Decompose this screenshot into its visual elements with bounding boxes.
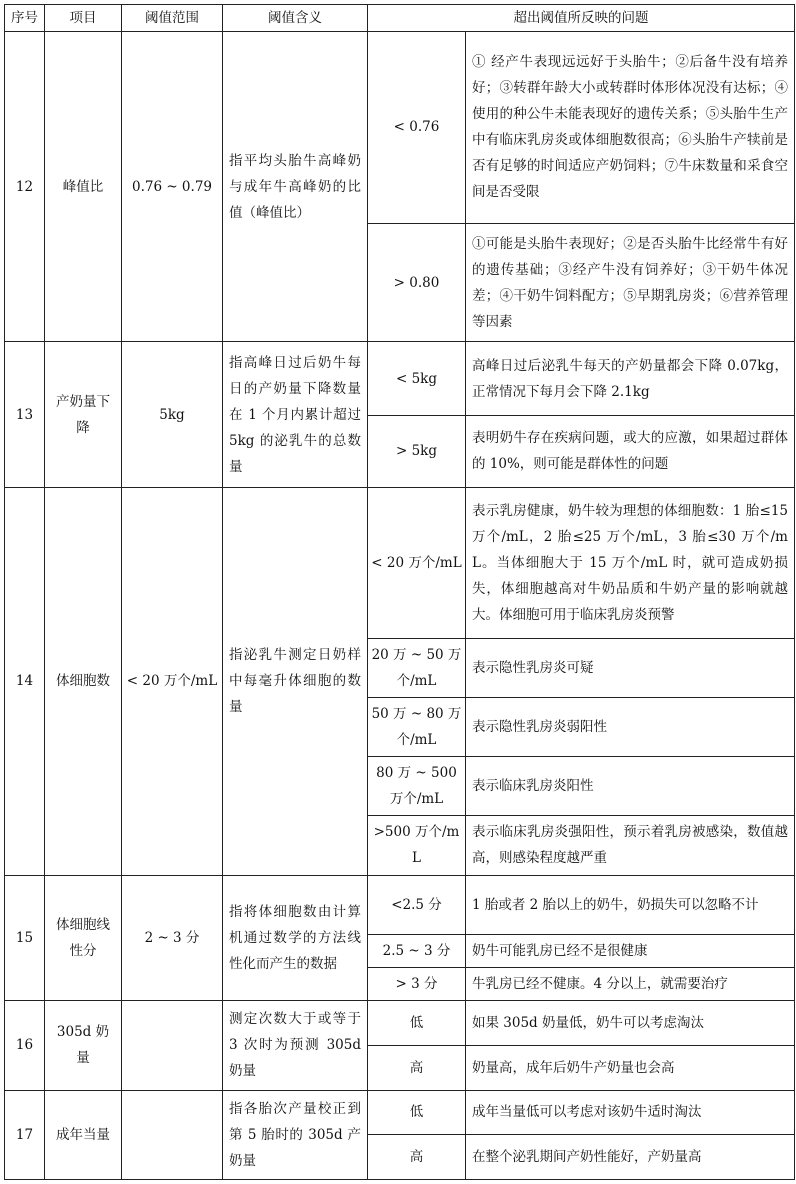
- sub-threshold: < 20 万个/mL: [368, 487, 466, 638]
- header-range: 阈值范围: [122, 5, 223, 32]
- row-item: 产奶量下降: [45, 342, 122, 488]
- header-problems: 超出阈值所反映的问题: [368, 5, 795, 32]
- table-row: [5, 342, 795, 415]
- sub-problem: 表示乳房健康，奶牛较为理想的体细胞数：1 胎≤15 万个/mL，2 胎≤25 万个/mL，3 胎≤30 万个/mL。当体细胞大于 15 万个/mL 时，就可造成奶损失，体细胞越高对牛奶品质和牛奶产量的影响就越大。体细胞可用于临床乳房炎预警: [466, 487, 795, 638]
- row-range: 2 ~ 3 分: [122, 875, 223, 1001]
- table-row: [5, 1090, 795, 1134]
- row-item: 体细胞线性分: [45, 875, 122, 1001]
- table-row: [5, 32, 795, 224]
- row-no: 12: [5, 32, 45, 342]
- sub-threshold: 高: [368, 1046, 466, 1090]
- row-no: 17: [5, 1090, 45, 1179]
- row-meaning: 指将体细胞数由计算机通过数学的方法线性化而产生的数据: [223, 875, 368, 1001]
- sub-threshold: 低: [368, 1001, 466, 1046]
- sub-threshold: < 0.76: [368, 32, 466, 224]
- row-item: 成年当量: [45, 1090, 122, 1179]
- table-row: [5, 875, 795, 934]
- table-row: [5, 487, 795, 638]
- sub-threshold: < 5kg: [368, 342, 466, 415]
- table-row: [5, 1001, 795, 1046]
- header-no: 序号: [5, 5, 45, 32]
- row-no: 14: [5, 487, 45, 875]
- sub-problem: 表明奶牛存在疾病问题，或大的应激，如果超过群体的 10%，则可能是群体性的问题: [466, 415, 795, 487]
- sub-problem: 表示隐性乳房炎弱阳性: [466, 697, 795, 756]
- sub-threshold: > 3 分: [368, 968, 466, 1001]
- sub-problem: ① 经产牛表现远远好于头胎牛；②后备牛没有培养好；③转群年龄大小或转群时体形体况没有达标；④使用的种公牛未能表现好的遗传关系；⑤头胎牛生产中有临床乳房炎或体细胞数很高；⑥头胎牛产犊前是否有足够的时间适应产奶饲料；⑦牛床数量和采食空间是否受限: [466, 32, 795, 224]
- sub-threshold: > 0.80: [368, 223, 466, 342]
- row-meaning: 指泌乳牛测定日奶样中每毫升体细胞的数量: [223, 487, 368, 875]
- row-item: 峰值比: [45, 32, 122, 342]
- row-range: [122, 1001, 223, 1090]
- sub-threshold: 20 万 ~ 50 万个/mL: [368, 638, 466, 697]
- sub-problem: 如果 305d 奶量低，奶牛可以考虑淘汰: [466, 1001, 795, 1046]
- sub-problem: 表示隐性乳房炎可疑: [466, 638, 795, 697]
- header-item: 项目: [45, 5, 122, 32]
- row-meaning: 指高峰日过后奶牛每日的产奶量下降数量在 1 个月内累计超过 5kg 的泌乳牛的总数量: [223, 342, 368, 488]
- threshold-table: [4, 4, 795, 1180]
- sub-threshold: <2.5 分: [368, 875, 466, 934]
- sub-problem: 奶量高，成年后奶牛产奶量也会高: [466, 1046, 795, 1090]
- row-no: 15: [5, 875, 45, 1001]
- sub-threshold: 2.5 ~ 3 分: [368, 934, 466, 967]
- row-item: 体细胞数: [45, 487, 122, 875]
- header-row: [5, 5, 795, 32]
- row-no: 16: [5, 1001, 45, 1090]
- sub-threshold: 高: [368, 1134, 466, 1179]
- sub-problem: 在整个泌乳期间产奶性能好，产奶量高: [466, 1134, 795, 1179]
- row-meaning: 指各胎次产量校正到第 5 胎时的 305d 产奶量: [223, 1090, 368, 1179]
- sub-problem: 1 胎或者 2 胎以上的奶牛，奶损失可以忽略不计: [466, 875, 795, 934]
- sub-threshold: 低: [368, 1090, 466, 1134]
- sub-problem: 表示临床乳房炎阳性: [466, 757, 795, 816]
- row-meaning: 测定次数大于或等于 3 次时为预测 305d 奶量: [223, 1001, 368, 1090]
- sub-threshold: > 5kg: [368, 415, 466, 487]
- row-range: < 20 万个/mL: [122, 487, 223, 875]
- sub-problem: 奶牛可能乳房已经不是很健康: [466, 934, 795, 967]
- row-item: 305d 奶量: [45, 1001, 122, 1090]
- sub-problem: 牛乳房已经不健康。4 分以上，就需要治疗: [466, 968, 795, 1001]
- sub-threshold: >500 万个/mL: [368, 816, 466, 875]
- sub-problem: 高峰日过后泌乳牛每天的产奶量都会下降 0.07kg，正常情况下每月会下降 2.1kg: [466, 342, 795, 415]
- row-range: 5kg: [122, 342, 223, 488]
- sub-threshold: 80 万 ~ 500 万个/mL: [368, 757, 466, 816]
- header-meaning: 阈值含义: [223, 5, 368, 32]
- row-range: 0.76 ~ 0.79: [122, 32, 223, 342]
- row-range: [122, 1090, 223, 1179]
- row-meaning: 指平均头胎牛高峰奶与成年牛高峰奶的比值（峰值比）: [223, 32, 368, 342]
- sub-problem: ①可能是头胎牛表现好；②是否头胎牛比经常牛有好的遗传基础；③经产牛没有饲养好；③干奶牛体况差；④干奶牛饲料配方；⑤早期乳房炎；⑥营养管理等因素: [466, 223, 795, 342]
- row-no: 13: [5, 342, 45, 488]
- sub-threshold: 50 万 ~ 80 万个/mL: [368, 697, 466, 756]
- sub-problem: 成年当量低可以考虑对该奶牛适时淘汰: [466, 1090, 795, 1134]
- sub-problem: 表示临床乳房炎强阳性，预示着乳房被感染，数值越高，则感染程度越严重: [466, 816, 795, 875]
